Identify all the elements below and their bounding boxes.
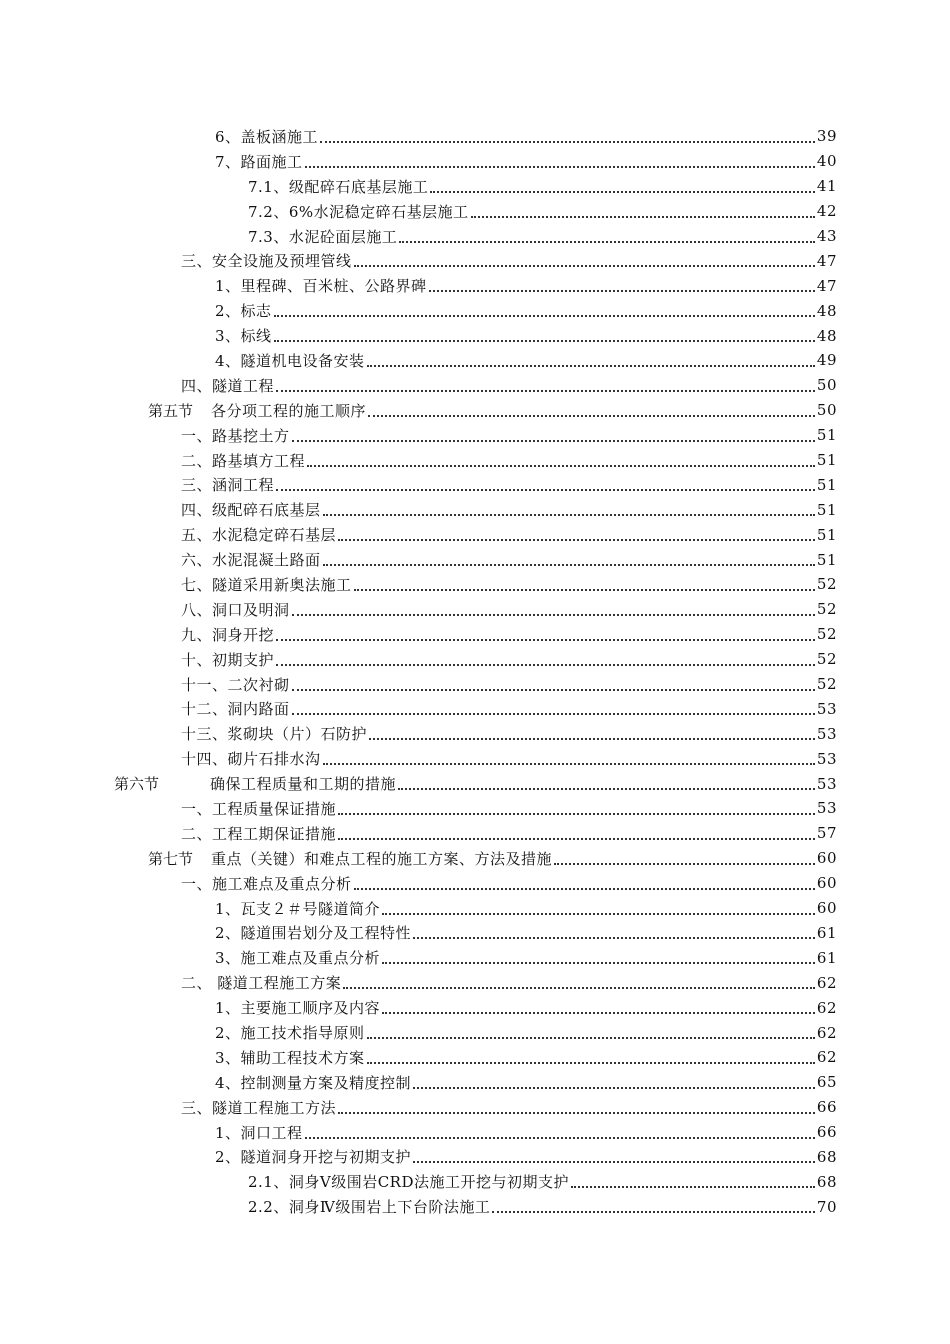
toc-page-number: 50 bbox=[816, 376, 837, 395]
toc-entry-title: 确保工程质量和工期的措施 bbox=[210, 775, 397, 794]
toc-entry[interactable] bbox=[0, 298, 950, 323]
toc-page-number: 51 bbox=[816, 426, 837, 445]
toc-dot-leader bbox=[338, 1111, 815, 1114]
toc-entry[interactable] bbox=[0, 647, 950, 672]
toc-entry-title: 三、涵洞工程 bbox=[181, 476, 275, 495]
toc-entry-title: 3、施工难点及重点分析 bbox=[215, 949, 381, 968]
toc-entry-title: 一、施工难点及重点分析 bbox=[181, 874, 352, 893]
toc-entry-title: 十、初期支护 bbox=[181, 650, 275, 669]
toc-entry-title: 五、水泥稳定碎石基层 bbox=[181, 526, 337, 545]
toc-dot-leader bbox=[292, 613, 815, 616]
toc-page-number: 47 bbox=[816, 276, 837, 295]
toc-dot-leader bbox=[305, 165, 815, 168]
toc-page-number: 52 bbox=[816, 650, 837, 669]
toc-entry[interactable] bbox=[0, 547, 950, 572]
toc-entry-title: 2、施工技术指导原则 bbox=[215, 1024, 365, 1042]
toc-page-number: 49 bbox=[816, 351, 837, 370]
toc-entry[interactable] bbox=[0, 423, 950, 448]
toc-page-number: 51 bbox=[816, 451, 837, 470]
toc-entry-title: 7.2、6%水泥稳定碎石基层施工 bbox=[248, 202, 469, 221]
toc-page-number: 62 bbox=[816, 1023, 837, 1042]
toc-dot-leader bbox=[274, 339, 815, 342]
toc-dot-leader bbox=[571, 1185, 815, 1188]
toc-entry-title: 十二、洞内路面 bbox=[181, 700, 290, 719]
toc-page-number: 43 bbox=[816, 227, 837, 245]
toc-dot-leader bbox=[430, 190, 815, 193]
toc-dot-leader bbox=[471, 215, 815, 218]
toc-dot-leader bbox=[367, 1061, 815, 1064]
toc-entry[interactable] bbox=[0, 721, 950, 746]
toc-dot-leader bbox=[554, 862, 815, 865]
toc-page-number: 53 bbox=[816, 774, 837, 793]
toc-dot-leader bbox=[398, 787, 815, 790]
toc-entry-title: 6、盖板涵施工 bbox=[215, 127, 319, 146]
toc-entry-title: 2.1、洞身Ⅴ级围岩CRD法施工开挖与初期支护 bbox=[248, 1173, 569, 1192]
toc-entry-title: 八、洞口及明洞 bbox=[181, 600, 290, 619]
toc-section-number: 第五节 bbox=[148, 401, 194, 420]
toc-page-number: 62 bbox=[816, 973, 837, 992]
toc-entry[interactable] bbox=[0, 398, 950, 423]
toc-dot-leader bbox=[413, 1160, 815, 1163]
toc-page-number: 68 bbox=[816, 1147, 837, 1166]
toc-page-number: 51 bbox=[816, 550, 837, 569]
toc-entry-title: 九、洞身开挖 bbox=[181, 625, 275, 644]
toc-page-number: 53 bbox=[816, 699, 837, 718]
toc-dot-leader bbox=[276, 389, 815, 392]
toc-entry-title: 七、隧道采用新奥法施工 bbox=[181, 575, 352, 594]
toc-dot-leader bbox=[367, 364, 815, 367]
toc-page-number: 60 bbox=[816, 874, 837, 893]
toc-entry[interactable] bbox=[0, 995, 950, 1020]
toc-entry-title: 重点（关键）和难点工程的施工方案、方法及措施 bbox=[211, 849, 553, 868]
toc-dot-leader bbox=[276, 663, 815, 666]
toc-dot-leader bbox=[274, 314, 815, 317]
toc-page-number: 53 bbox=[816, 749, 837, 768]
toc-dot-leader bbox=[368, 414, 815, 417]
toc-entry-title: 3、辅助工程技术方案 bbox=[215, 1048, 365, 1067]
table-of-contents bbox=[0, 124, 950, 1219]
toc-entry-title: 二、工程工期保证措施 bbox=[181, 824, 337, 843]
toc-entry[interactable] bbox=[0, 896, 950, 921]
toc-entry[interactable] bbox=[0, 323, 950, 348]
toc-entry[interactable] bbox=[0, 572, 950, 597]
toc-entry[interactable] bbox=[0, 448, 950, 473]
toc-entry-title: 四、隧道工程 bbox=[181, 376, 275, 395]
toc-page-number: 53 bbox=[816, 799, 837, 818]
toc-entry[interactable] bbox=[0, 1045, 950, 1070]
toc-dot-leader bbox=[399, 240, 815, 243]
toc-page-number: 62 bbox=[816, 998, 837, 1017]
toc-entry[interactable] bbox=[0, 1070, 950, 1095]
toc-entry[interactable] bbox=[0, 174, 950, 199]
toc-entry-title: 7、路面施工 bbox=[215, 152, 303, 171]
toc-dot-leader bbox=[292, 688, 815, 691]
toc-entry-title: 二、 隧道工程施工方案 bbox=[181, 974, 342, 993]
toc-entry[interactable] bbox=[0, 373, 950, 398]
toc-dot-leader bbox=[367, 1036, 815, 1039]
toc-page-number: 65 bbox=[816, 1073, 837, 1092]
toc-section-number: 第六节 bbox=[114, 775, 160, 794]
toc-entry[interactable] bbox=[0, 796, 950, 821]
toc-entry[interactable] bbox=[0, 1169, 950, 1194]
toc-entry[interactable] bbox=[0, 945, 950, 970]
toc-dot-leader bbox=[338, 538, 815, 541]
toc-page-number: 66 bbox=[816, 1123, 837, 1142]
toc-dot-leader bbox=[292, 439, 815, 442]
toc-entry[interactable] bbox=[0, 970, 950, 995]
toc-entry[interactable] bbox=[0, 273, 950, 298]
toc-dot-leader bbox=[307, 464, 815, 467]
toc-dot-leader bbox=[492, 1210, 815, 1213]
toc-entry[interactable] bbox=[0, 522, 950, 547]
toc-page-number: 68 bbox=[816, 1172, 837, 1191]
toc-entry[interactable] bbox=[0, 248, 950, 273]
toc-section-number: 第七节 bbox=[148, 849, 194, 868]
toc-page-number: 48 bbox=[816, 326, 837, 345]
toc-page-number: 57 bbox=[816, 824, 837, 843]
toc-dot-leader bbox=[292, 712, 815, 715]
toc-page-number: 48 bbox=[816, 301, 837, 320]
toc-entry[interactable] bbox=[0, 871, 950, 896]
toc-page-number: 53 bbox=[816, 724, 837, 743]
toc-page-number: 70 bbox=[816, 1197, 837, 1216]
toc-dot-leader bbox=[343, 986, 815, 989]
toc-entry[interactable] bbox=[0, 224, 950, 249]
toc-entry[interactable] bbox=[0, 1194, 950, 1219]
toc-entry-title: 十一、二次衬砌 bbox=[181, 675, 290, 694]
toc-page-number: 60 bbox=[816, 849, 837, 868]
toc-dot-leader bbox=[320, 140, 815, 143]
toc-entry-title: 2、隧道洞身开挖与初期支护 bbox=[215, 1148, 412, 1167]
toc-entry-title: 一、工程质量保证措施 bbox=[181, 799, 337, 818]
toc-page-number: 42 bbox=[816, 202, 837, 221]
toc-entry[interactable] bbox=[0, 497, 950, 522]
toc-entry[interactable] bbox=[0, 597, 950, 622]
toc-entry-title: 7.1、级配碎石底基层施工 bbox=[248, 177, 429, 196]
toc-dot-leader bbox=[429, 289, 815, 292]
toc-dot-leader bbox=[323, 762, 815, 765]
toc-page-number: 61 bbox=[816, 923, 837, 942]
toc-entry-title: 7.3、水泥砼面层施工 bbox=[248, 227, 398, 246]
toc-entry[interactable] bbox=[0, 771, 950, 796]
toc-dot-leader bbox=[382, 961, 815, 964]
toc-entry[interactable] bbox=[0, 622, 950, 647]
toc-page-number: 52 bbox=[816, 575, 837, 594]
toc-entry[interactable] bbox=[0, 199, 950, 224]
toc-dot-leader bbox=[338, 812, 815, 815]
toc-page-number: 60 bbox=[816, 899, 837, 918]
toc-dot-leader bbox=[338, 837, 815, 840]
toc-dot-leader bbox=[305, 1136, 815, 1139]
toc-page-number: 50 bbox=[816, 401, 837, 420]
toc-entry[interactable] bbox=[0, 348, 950, 373]
toc-page-number: 51 bbox=[816, 475, 837, 494]
toc-page-number: 40 bbox=[816, 152, 837, 171]
toc-page-number: 52 bbox=[816, 600, 837, 619]
toc-dot-leader bbox=[354, 887, 815, 890]
toc-page-number: 52 bbox=[816, 675, 837, 694]
toc-entry-title: 十三、浆砌块（片）石防护 bbox=[181, 725, 368, 744]
toc-page-number: 51 bbox=[816, 500, 837, 519]
toc-entry-title: 二、路基填方工程 bbox=[181, 451, 306, 470]
toc-entry[interactable] bbox=[0, 1095, 950, 1120]
toc-page-number: 51 bbox=[816, 525, 837, 544]
toc-entry[interactable] bbox=[0, 472, 950, 497]
toc-entry[interactable] bbox=[0, 846, 950, 871]
toc-dot-leader bbox=[323, 563, 815, 566]
toc-entry[interactable] bbox=[0, 1120, 950, 1145]
toc-entry-title: 三、隧道工程施工方法 bbox=[181, 1098, 337, 1117]
toc-dot-leader bbox=[354, 588, 815, 591]
toc-page-number: 66 bbox=[816, 1098, 837, 1117]
toc-dot-leader bbox=[323, 513, 815, 516]
toc-page-number: 47 bbox=[816, 251, 837, 270]
toc-entry[interactable] bbox=[0, 149, 950, 174]
toc-entry[interactable] bbox=[0, 124, 950, 149]
toc-page-number: 41 bbox=[816, 177, 837, 196]
toc-entry[interactable] bbox=[0, 921, 950, 946]
toc-entry-title: 2.2、洞身Ⅳ级围岩上下台阶法施工 bbox=[248, 1198, 491, 1217]
toc-entry-title: 2、标志 bbox=[215, 302, 272, 321]
toc-entry-title: 四、级配碎石底基层 bbox=[181, 501, 321, 520]
toc-page-number: 61 bbox=[816, 948, 837, 967]
toc-entry-title: 各分项工程的施工顺序 bbox=[211, 401, 367, 420]
toc-entry-title: 1、主要施工顺序及内容 bbox=[215, 999, 381, 1018]
toc-entry[interactable] bbox=[0, 821, 950, 846]
toc-entry-title: 六、水泥混凝土路面 bbox=[181, 551, 321, 570]
toc-entry-title: 1、瓦支２＃号隧道简介 bbox=[215, 899, 381, 918]
toc-dot-leader bbox=[369, 737, 815, 740]
toc-dot-leader bbox=[413, 936, 815, 939]
toc-dot-leader bbox=[276, 488, 815, 491]
toc-entry-title: 4、控制测量方案及精度控制 bbox=[215, 1073, 412, 1092]
toc-entry-title: 1、洞口工程 bbox=[215, 1123, 303, 1142]
toc-dot-leader bbox=[354, 264, 815, 267]
toc-entry[interactable] bbox=[0, 696, 950, 721]
toc-dot-leader bbox=[413, 1086, 815, 1089]
toc-dot-leader bbox=[276, 638, 815, 641]
toc-entry-title: 2、隧道围岩划分及工程特性 bbox=[215, 924, 412, 943]
toc-page-number: 62 bbox=[816, 1048, 837, 1067]
toc-entry[interactable] bbox=[0, 1020, 950, 1045]
toc-entry-title: 4、隧道机电设备安装 bbox=[215, 351, 365, 370]
toc-entry[interactable] bbox=[0, 672, 950, 697]
toc-entry[interactable] bbox=[0, 746, 950, 771]
toc-entry-title: 三、安全设施及预埋管线 bbox=[181, 252, 352, 271]
toc-entry-title: 十四、砌片石排水沟 bbox=[181, 750, 321, 769]
toc-page-number: 52 bbox=[816, 625, 837, 644]
toc-page-number: 39 bbox=[816, 127, 837, 146]
toc-entry-title: 1、里程碑、百米桩、公路界碑 bbox=[215, 277, 427, 296]
toc-entry-title: 3、标线 bbox=[215, 327, 272, 346]
toc-entry-title: 一、路基挖土方 bbox=[181, 426, 290, 445]
toc-dot-leader bbox=[382, 912, 815, 915]
toc-entry[interactable] bbox=[0, 1145, 950, 1170]
toc-dot-leader bbox=[382, 1011, 815, 1014]
